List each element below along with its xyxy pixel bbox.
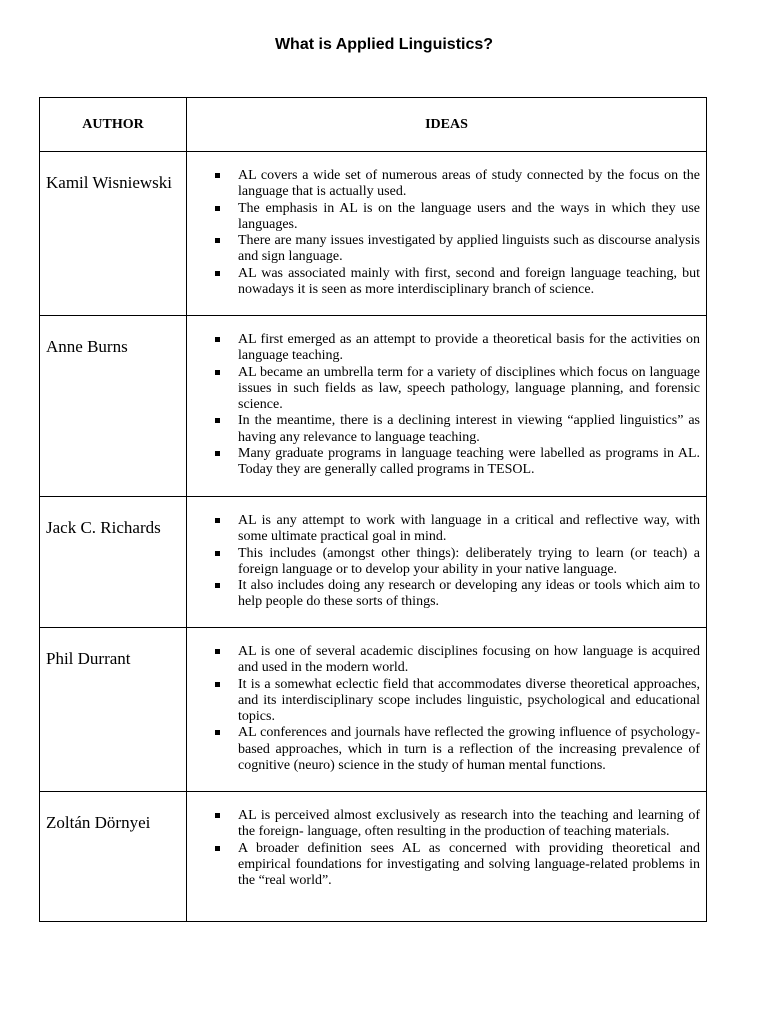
list-item: AL covers a wide set of numerous areas of study connected by the focus on the language that is actually used. — [187, 168, 700, 201]
table-row — [40, 316, 707, 497]
list-item: Many graduate programs in language teaching were labelled as programs in AL. Today they are generally called programs in TESOL. — [187, 446, 700, 479]
table-row — [40, 497, 707, 628]
ideas-list — [187, 316, 706, 491]
list-item: In the meantime, there is a declining interest in viewing “applied linguistics” as having any relevance to language teaching. — [187, 413, 700, 446]
ideas-list — [187, 792, 706, 901]
list-item: AL first emerged as an attempt to provide a theoretical basis for the activities on language teaching. — [187, 332, 700, 365]
author-name: Zoltán Dörnyei — [40, 792, 187, 922]
table-row — [40, 628, 707, 792]
list-item: It also includes doing any research or developing any ideas or tools which aim to help people do these sorts of things. — [187, 578, 700, 611]
list-item: AL is any attempt to work with language in a critical and reflective way, with some ultimate practical goal in mind. — [187, 513, 700, 546]
ideas-cell — [187, 316, 707, 497]
list-item: The emphasis in AL is on the language users and the ways in which they use languages. — [187, 201, 700, 234]
ideas-list — [187, 628, 706, 786]
author-name: Kamil Wisniewski — [40, 152, 187, 316]
authors-ideas-table — [39, 97, 707, 922]
ideas-column-header: IDEAS — [187, 98, 707, 152]
list-item: AL is perceived almost exclusively as research into the teaching and learning of the foreign- language, often resulting in the production of teaching materials. — [187, 808, 700, 841]
list-item: AL became an umbrella term for a variety of disciplines which focus on language issues in such fields as law, speech pathology, language planning, and forensic science. — [187, 365, 700, 414]
author-name: Phil Durrant — [40, 628, 187, 792]
ideas-cell — [187, 152, 707, 316]
table-header-row — [40, 98, 707, 152]
author-name: Anne Burns — [40, 316, 187, 497]
author-name: Jack C. Richards — [40, 497, 187, 628]
ideas-cell — [187, 628, 707, 792]
list-item: This includes (amongst other things): deliberately trying to learn (or teach) a foreign language or to develop your ability in your native language. — [187, 546, 700, 579]
ideas-list — [187, 497, 706, 623]
page-title: What is Applied Linguistics? — [274, 36, 494, 53]
list-item: AL is one of several academic disciplines focusing on how language is acquired and used in the modern world. — [187, 644, 700, 677]
table-row — [40, 792, 707, 922]
list-item: AL was associated mainly with first, second and foreign language teaching, but nowadays it is seen as more interdisciplinary branch of science. — [187, 266, 700, 299]
ideas-cell — [187, 792, 707, 922]
ideas-list — [187, 152, 706, 310]
list-item: There are many issues investigated by applied linguists such as discourse analysis and sign language. — [187, 233, 700, 266]
author-column-header: AUTHOR — [40, 98, 187, 152]
list-item: AL conferences and journals have reflected the growing influence of psychology-based approaches, which in turn is a reflection of the increasing prevalence of cognitive (neuro) science in the study of human mental functions. — [187, 725, 700, 774]
list-item: A broader definition sees AL as concerned with providing theoretical and empirical foundations for investigating and solving language-related problems in the “real world”. — [187, 841, 700, 890]
list-item: It is a somewhat eclectic field that accommodates diverse theoretical approaches, and its interdisciplinary scope includes linguistic, psychological and educational topics. — [187, 677, 700, 726]
table-row — [40, 152, 707, 316]
ideas-cell — [187, 497, 707, 628]
